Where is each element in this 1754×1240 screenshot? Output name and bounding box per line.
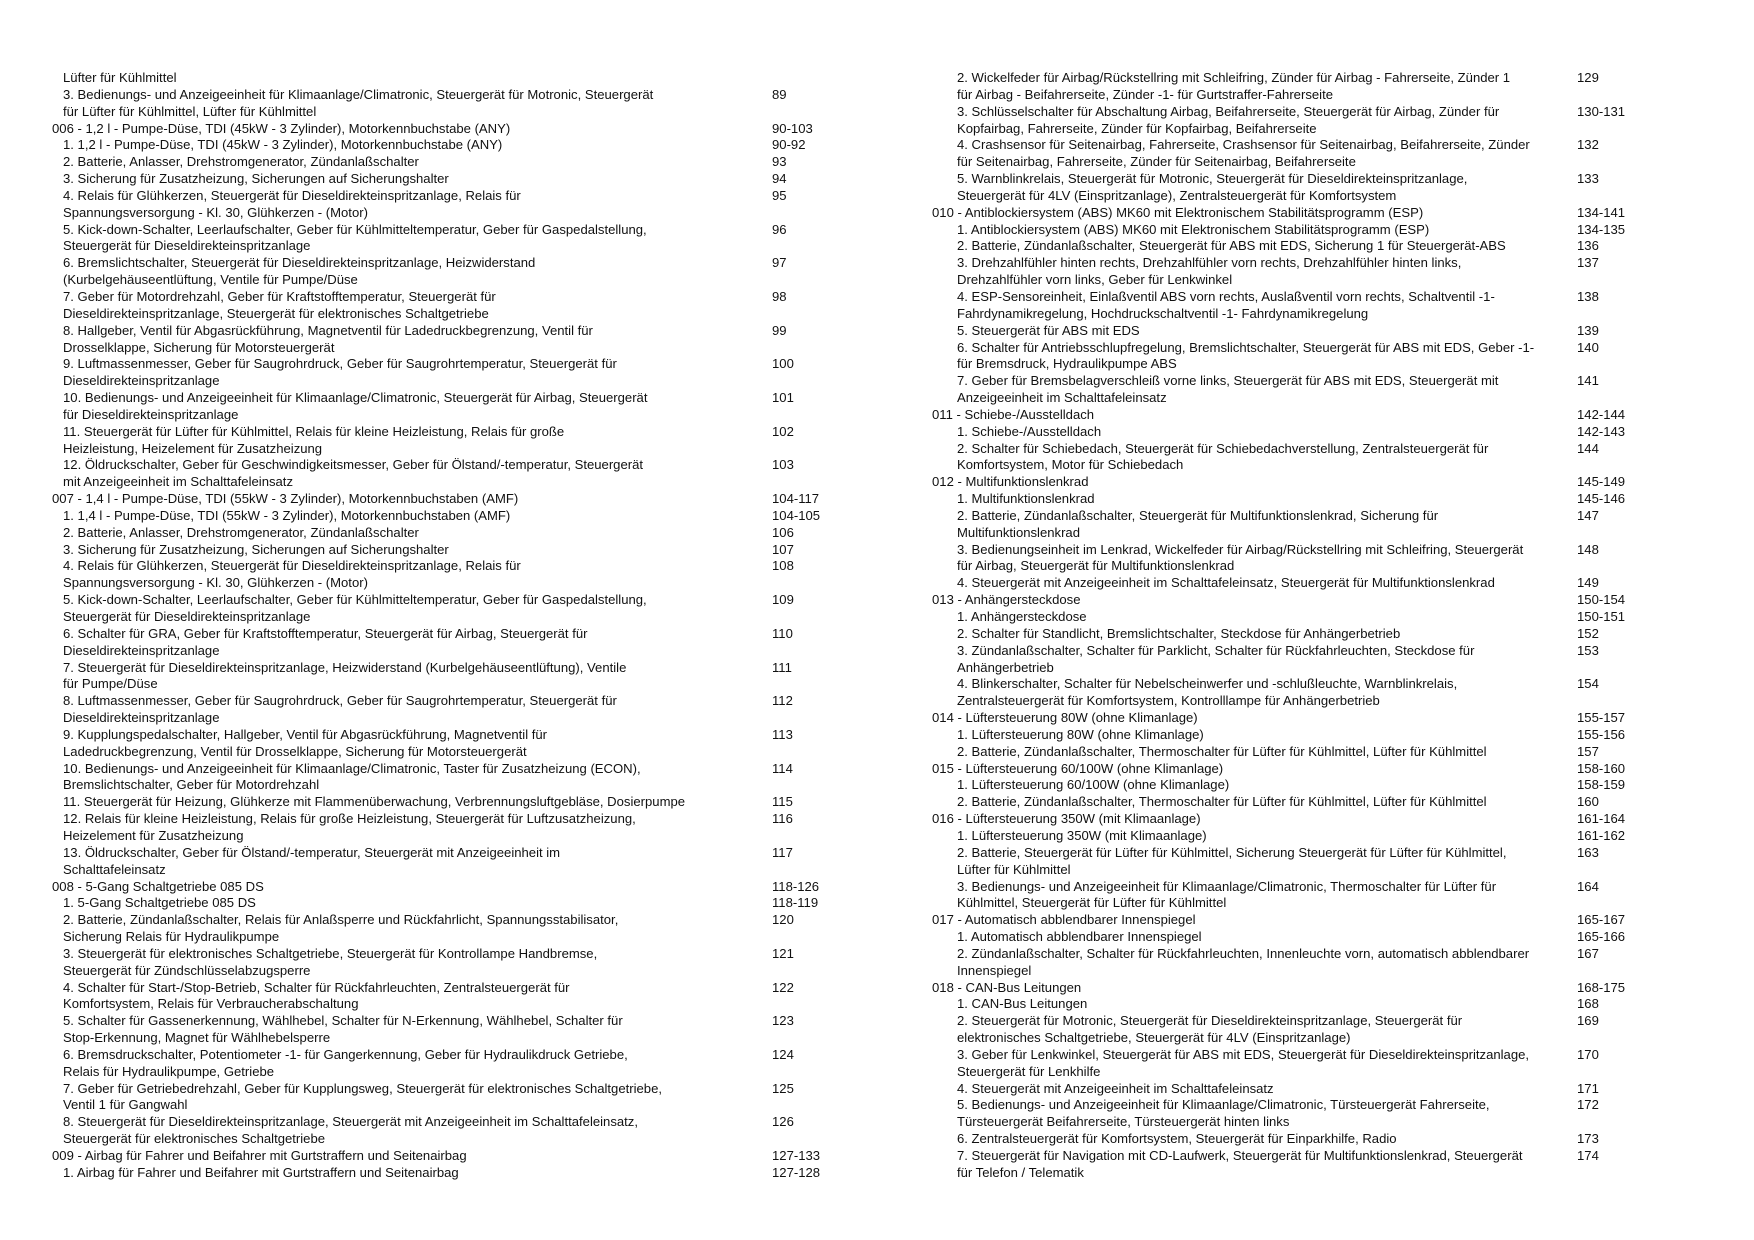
toc-subentry <box>932 996 1702 1013</box>
toc-subentry <box>52 255 852 289</box>
toc-entry-title: 009 - Airbag für Fahrer und Beifahrer mit Gurtstraffern und Seitenairbag <box>52 1148 467 1163</box>
toc-entry-title: 2. Batterie, Zündanlaßschalter, Steuergerät für Multifunktionslenkrad, Sicherung für Multifunktionslenkrad <box>957 507 1439 540</box>
toc-subentry <box>52 525 852 542</box>
toc-entry-title: 11. Steuergerät für Lüfter für Kühlmittel, Relais für kleine Heizleistung, Relais für große Heizleistung, Heizelement für Zusatzheizung <box>63 423 565 456</box>
toc-entry-title: 4. Relais für Glühkerzen, Steuergerät für Dieseldirekteinspritzanlage, Relais für Spannungsversorgung - Kl. 30, Glühkerzen - (Motor) <box>63 558 521 591</box>
toc-subentry <box>932 441 1702 475</box>
toc-page-number: 139 <box>1577 322 1599 338</box>
toc-page-number: 160 <box>1577 794 1599 810</box>
toc-page-number: 114 <box>772 760 793 776</box>
toc-subentry <box>52 558 852 592</box>
toc-subentry <box>932 676 1702 710</box>
toc-entry-title: 11. Steuergerät für Heizung, Glühkerze mit Flammenüberwachung, Verbrennungsluftgebläse, Dosierpumpe <box>63 794 686 810</box>
toc-page-number: 152 <box>1577 625 1599 641</box>
toc-page-number: 116 <box>772 811 793 827</box>
toc-entry-title: 1. Anhängersteckdose <box>957 609 1087 624</box>
toc-entry-title: 018 - CAN-Bus Leitungen <box>932 979 1082 995</box>
toc-page-number: 108 <box>772 558 794 574</box>
toc-section-entry <box>932 205 1702 222</box>
toc-entry-title: 4. Steuergerät mit Anzeigeeinheit im Schalttafeleinsatz, Steuergerät für Multifunktionslenkrad <box>957 575 1495 591</box>
toc-subentry <box>52 845 852 879</box>
toc-entry-title: 017 - Automatisch abblendbarer Innenspiegel <box>932 912 1196 928</box>
toc-subentry <box>932 238 1702 255</box>
toc-entry-title: 1. 1,4 l - Pumpe-Düse, TDI (55kW - 3 Zylinder), Motorkennbuchstaben (AMF) <box>63 507 511 523</box>
toc-page-number: 142-143 <box>1577 423 1626 439</box>
toc-page-number: 111 <box>772 659 792 675</box>
toc-entry-title: 5. Schalter für Gassenerkennung, Wählhebel, Schalter für N-Erkennung, Wählhebel, Schalter für Stop-Erkennung, Magnet für Wählhebelsperre <box>63 1013 623 1046</box>
toc-subentry <box>52 660 852 694</box>
toc-entry-title: 2. Batterie, Anlasser, Drehstromgenerator, Zündanlaßschalter <box>63 154 419 170</box>
toc-entry-title: 2. Wickelfeder für Airbag/Rückstellring mit Schleifring, Zünder für Airbag - Fahrerseite, Zünder 1 für Airbag - Beifahrerseite, Zünder -1- für Gurtstraffer-Fahrerseite <box>957 70 1511 102</box>
toc-entry-title: 5. Kick-down-Schalter, Leerlaufschalter, Geber für Kühlmitteltemperatur, Geber für Gaspedalstellung, Steuergerät für Dieseldirekteinspritzanlage <box>63 592 647 624</box>
toc-entry-title: 4. Schalter für Start-/Stop-Betrieb, Schalter für Rückfahrleuchten, Zentralsteuergerät für Komfortsystem, Relais für Verbraucherabschaltung <box>63 979 570 1012</box>
toc-subentry <box>52 794 852 811</box>
toc-entry-title: 1. 5-Gang Schaltgetriebe 085 DS <box>63 895 256 911</box>
toc-page-number: 110 <box>772 625 793 641</box>
toc-subentry <box>52 912 852 946</box>
toc-section-entry <box>932 407 1702 424</box>
toc-entry-title: 12. Öldruckschalter, Geber für Geschwindigkeitsmesser, Geber für Ölstand/-temperatur, Steuergerät mit Anzeigeeinheit im Schalttafeleinsatz <box>63 457 644 490</box>
toc-page-number: 112 <box>772 693 793 709</box>
toc-page-number: 118-126 <box>772 878 820 894</box>
toc-page-number: 106 <box>772 524 794 540</box>
toc-subentry <box>932 340 1702 374</box>
toc-entry-title: 3. Sicherung für Zusatzheizung, Sicherungen auf Sicherungshalter <box>63 541 449 557</box>
toc-page-number: 169 <box>1577 1013 1599 1029</box>
toc-page-number: 117 <box>772 844 793 860</box>
toc-entry-title: 3. Geber für Lenkwinkel, Steuergerät für ABS mit EDS, Steuergerät für Dieseldirekteinspritzanlage, Steuergerät für Lenkhilfe <box>957 1046 1530 1079</box>
toc-page-number: 149 <box>1577 575 1599 591</box>
toc-section-entry <box>932 980 1702 997</box>
toc-entry-title: 10. Bedienungs- und Anzeigeeinheit für Klimaanlage/Climatronic, Steuergerät für Airbag, Steuergerät für Dieseldirekteinspritzanlage <box>63 390 648 422</box>
toc-subentry <box>932 70 1702 104</box>
toc-section-entry <box>932 474 1702 491</box>
toc-entry-title: 6. Bremslichtschalter, Steuergerät für Dieseldirekteinspritzanlage, Heizwiderstand (Kurbelgehäuseentlüftung, Ventile für Pumpe/Düse <box>63 255 536 288</box>
toc-page-number: 127-128 <box>772 1164 821 1180</box>
toc-subentry <box>932 626 1702 643</box>
toc-subentry <box>52 137 852 154</box>
toc-subentry <box>932 744 1702 761</box>
toc-page-number: 163 <box>1577 844 1599 860</box>
toc-entry-title: 8. Steuergerät für Dieseldirekteinspritzanlage, Steuergerät mit Anzeigeeinheit im Schalttafeleinsatz, Steuergerät für elektronisches Schaltgetriebe <box>63 1114 638 1147</box>
toc-page-number: 138 <box>1577 288 1599 304</box>
toc-page-number: 153 <box>1577 642 1599 658</box>
toc-entry-title: 1. Lüftersteuerung 80W (ohne Klimanlage) <box>957 726 1204 742</box>
toc-entry-title: 4. Relais für Glühkerzen, Steuergerät für Dieseldirekteinspritzanlage, Relais für Spannungsversorgung - Kl. 30, Glühkerzen - (Motor) <box>63 187 521 220</box>
toc-entry-title: 3. Steuergerät für elektronisches Schaltgetriebe, Steuergerät für Kontrollampe Handbremse, Steuergerät für Zündschlüsselabzugsperre <box>63 945 598 978</box>
toc-subentry <box>932 929 1702 946</box>
toc-subentry <box>52 171 852 188</box>
toc-page-number: 172 <box>1577 1097 1599 1113</box>
toc-entry-title: 6. Schalter für GRA, Geber für Kraftstofftemperatur, Steuergerät für Airbag, Steuergerät für Dieseldirekteinspritzanlage <box>63 625 588 658</box>
toc-page-number: 95 <box>772 187 787 203</box>
toc-entry-title: 015 - Lüftersteuerung 60/100W (ohne Klimanlage) <box>932 760 1224 776</box>
toc-left-column <box>52 70 852 1182</box>
toc-entry-title: 6. Schalter für Antriebsschlupfregelung, Bremslichtschalter, Steuergerät für ABS mit EDS, Geber -1- für Bremsdruck, Hydraulikpumpe ABS <box>957 339 1535 372</box>
toc-page-number: 99 <box>772 322 787 338</box>
toc-subentry <box>932 137 1702 171</box>
toc-page-number: 155-157 <box>1577 710 1626 726</box>
toc-entry-title: 7. Geber für Motordrehzahl, Geber für Kraftstofftemperatur, Steuergerät für Dieseldirekteinspritzanlage, Steuergerät für elektronisches Schaltgetriebe <box>63 288 496 321</box>
toc-entry-title: 2. Batterie, Anlasser, Drehstromgenerator, Zündanlaßschalter <box>63 524 419 540</box>
toc-page-number: 118-119 <box>772 895 819 911</box>
toc-page-number: 145-146 <box>1577 491 1626 507</box>
toc-section-entry <box>52 491 852 508</box>
toc-page-number: 123 <box>772 1013 794 1029</box>
toc-page-number: 130-131 <box>1577 103 1626 119</box>
toc-section-entry <box>52 1148 852 1165</box>
toc-page-number: 122 <box>772 979 794 995</box>
toc-entry-title: 6. Bremsdruckschalter, Potentiometer -1- für Gangerkennung, Geber für Hydraulikdruck Getriebe, Relais für Hydraulikpumpe, Getriebe <box>63 1046 628 1079</box>
toc-page-number: 158-160 <box>1577 760 1626 776</box>
toc-subentry <box>932 1013 1702 1047</box>
toc-page-number: 121 <box>772 945 794 961</box>
toc-subentry <box>932 845 1702 879</box>
toc-page-number: 103 <box>772 457 794 473</box>
toc-page-number: 109 <box>772 592 794 608</box>
toc-subentry <box>52 154 852 171</box>
toc-entry-title: 5. Kick-down-Schalter, Leerlaufschalter, Geber für Kühlmitteltemperatur, Geber für Gaspedalstellung, Steuergerät für Dieseldirekteinspritzanlage <box>63 221 647 254</box>
toc-subentry <box>52 1047 852 1081</box>
toc-entry-title: 4. Blinkerschalter, Schalter für Nebelscheinwerfer und -schlußleuchte, Warnblinkrelais, Zentralsteuergerät für Komfortsystem, Kontrolllampe für Anhängerbetrieb <box>957 676 1458 709</box>
toc-entry-title: 3. Bedienungs- und Anzeigeeinheit für Klimaanlage/Climatronic, Thermoschalter für Lüfter für Kühlmittel, Steuergerät für Lüfter für Kühlmittel <box>957 878 1497 911</box>
toc-entry-title: 7. Steuergerät für Dieseldirekteinspritzanlage, Heizwiderstand (Kurbelgehäuseentlüftung), Ventile für Pumpe/Düse <box>63 659 627 692</box>
toc-page-number: 150-151 <box>1577 609 1626 624</box>
toc-page-number: 107 <box>772 541 794 557</box>
toc-page-number: 89 <box>772 86 787 102</box>
toc-subentry <box>932 104 1702 138</box>
toc-page-number: 165-166 <box>1577 929 1626 945</box>
toc-subentry <box>932 491 1702 508</box>
toc-page-number: 124 <box>772 1046 794 1062</box>
toc-entry-title: 1. Automatisch abblendbarer Innenspiegel <box>957 929 1202 945</box>
toc-page-number: 137 <box>1577 255 1599 271</box>
toc-entry-title: 5. Warnblinkrelais, Steuergerät für Motronic, Steuergerät für Dieseldirekteinspritzanlage, Steuergerät für 4LV (Einspritzanlage), Zentralsteuergerät für Komfortsystem <box>957 171 1468 203</box>
toc-page-number: 161-164 <box>1577 811 1626 827</box>
toc-entry-title: 3. Zündanlaßschalter, Schalter für Parklicht, Schalter für Rückfahrleuchten, Steckdose für Anhängerbetrieb <box>957 642 1475 675</box>
toc-entry-title: 010 - Antiblockiersystem (ABS) MK60 mit Elektronischem Stabilitätsprogramm (ESP) <box>932 204 1424 220</box>
toc-subentry <box>52 542 852 559</box>
toc-subentry <box>932 542 1702 576</box>
toc-page-number: 171 <box>1577 1080 1599 1096</box>
toc-page-number: 113 <box>772 726 793 742</box>
toc-section-entry <box>52 879 852 896</box>
toc-subentry <box>52 946 852 980</box>
toc-page-number: 104-105 <box>772 507 821 523</box>
toc-entry-title: 2. Zündanlaßschalter, Schalter für Rückfahrleuchten, Innenleuchte vorn, automatisch abblendbarer Innenspiegel <box>957 945 1530 978</box>
toc-entry-title: 3. Drehzahlfühler hinten rechts, Drehzahlfühler vorn rechts, Drehzahlfühler hinten links, Drehzahlfühler vorn links, Geber für Lenkwinkel <box>957 255 1462 288</box>
toc-subentry <box>52 727 852 761</box>
toc-page-number: 173 <box>1577 1131 1599 1147</box>
toc-subentry <box>932 828 1702 845</box>
toc-entry-title: 1. CAN-Bus Leitungen <box>957 996 1088 1012</box>
toc-entry-title: 7. Geber für Getriebedrehzahl, Geber für Kupplungsweg, Steuergerät für elektronisches Schaltgetriebe, Ventil 1 für Gangwahl <box>63 1080 663 1113</box>
toc-page-number: 144 <box>1577 440 1599 456</box>
toc-entry-title: 9. Luftmassenmesser, Geber für Saugrohrdruck, Geber für Saugrohrtemperatur, Steuergerät für Dieseldirekteinspritzanlage <box>63 356 617 389</box>
toc-entry-title: 8. Hallgeber, Ventil für Abgasrückführung, Magnetventil für Ladedruckbegrenzung, Ventil für Drosselklappe, Sicherung für Motorsteuergerät <box>63 322 593 355</box>
toc-page-number: 157 <box>1577 743 1599 759</box>
toc-entry-title: 3. Bedienungs- und Anzeigeeinheit für Klimaanlage/Climatronic, Steuergerät für Motronic, Steuergerät für Lüfter für Kühlmittel, Lüfter für Kühlmittel <box>63 86 654 119</box>
toc-subentry <box>932 171 1702 205</box>
toc-subentry <box>52 761 852 795</box>
toc-page-number: 165-167 <box>1577 912 1626 928</box>
toc-subentry <box>52 1081 852 1115</box>
toc-page-number: 98 <box>772 288 787 304</box>
toc-subentry <box>932 794 1702 811</box>
toc-subentry <box>932 323 1702 340</box>
toc-page-number: 154 <box>1577 676 1599 692</box>
toc-page-number: 126 <box>772 1114 794 1130</box>
toc-subentry <box>52 811 852 845</box>
toc-entry-title: 2. Steuergerät für Motronic, Steuergerät für Dieseldirekteinspritzanlage, Steuergerät für elektronisches Schaltgetriebe, Steuergerät für 4LV (Einspritzanlage) <box>957 1013 1463 1046</box>
toc-entry-title: 007 - 1,4 l - Pumpe-Düse, TDI (55kW - 3 Zylinder), Motorkennbuchstaben (AMF) <box>52 491 519 507</box>
toc-entry-title: 3. Bedienungseinheit im Lenkrad, Wickelfeder für Airbag/Rückstellring mit Schleifring, Steuergerät für Airbag, Steuergerät für Multifunktionslenkrad <box>957 541 1524 574</box>
toc-page-number: 132 <box>1577 137 1599 153</box>
toc-page-number: 100 <box>772 356 794 372</box>
toc-subentry <box>932 255 1702 289</box>
toc-subentry <box>52 693 852 727</box>
toc-page-number: 155-156 <box>1577 726 1626 742</box>
toc-subentry <box>52 323 852 357</box>
toc-subentry <box>932 643 1702 677</box>
toc-subentry <box>52 895 852 912</box>
toc-page-number: 136 <box>1577 238 1599 254</box>
toc-page-number: 134-135 <box>1577 221 1626 237</box>
toc-page-number: 148 <box>1577 541 1599 557</box>
toc-subentry <box>932 1131 1702 1148</box>
toc-subentry <box>932 727 1702 744</box>
toc-subentry <box>932 1148 1702 1182</box>
toc-entry-title: 013 - Anhängersteckdose <box>932 592 1081 608</box>
toc-entry-title: 2. Batterie, Steuergerät für Lüfter für Kühlmittel, Sicherung Steuergerät für Lüfter für Kühlmittel, Lüfter für Kühlmittel <box>957 844 1507 877</box>
toc-subentry <box>932 575 1702 592</box>
toc-entry-title: 4. Steuergerät mit Anzeigeeinheit im Schalttafeleinsatz <box>957 1080 1274 1096</box>
toc-page-number: 133 <box>1577 171 1599 187</box>
toc-page-number: 93 <box>772 154 787 170</box>
toc-page-number: 129 <box>1577 70 1599 85</box>
toc-subentry <box>932 879 1702 913</box>
toc-subentry <box>932 1081 1702 1098</box>
toc-entry-title: 008 - 5-Gang Schaltgetriebe 085 DS <box>52 878 264 894</box>
toc-subentry <box>932 609 1702 626</box>
toc-subentry <box>52 508 852 525</box>
toc-entry-title: 8. Luftmassenmesser, Geber für Saugrohrdruck, Geber für Saugrohrtemperatur, Steuergerät für Dieseldirekteinspritzanlage <box>63 693 617 726</box>
toc-entry-title: 3. Sicherung für Zusatzheizung, Sicherungen auf Sicherungshalter <box>63 171 449 187</box>
toc-subentry <box>52 1165 852 1182</box>
toc-entry-title: 011 - Schiebe-/Ausstelldach <box>932 406 1095 422</box>
toc-entry-title: 2. Batterie, Zündanlaßschalter, Thermoschalter für Lüfter für Kühlmittel, Lüfter für Kühlmittel <box>957 743 1487 759</box>
toc-subentry <box>932 508 1702 542</box>
toc-page-number: 125 <box>772 1080 794 1096</box>
toc-page-number: 115 <box>772 794 793 810</box>
toc-page-number: 101 <box>772 390 794 406</box>
toc-page-number: 161-162 <box>1577 827 1626 843</box>
toc-section-entry <box>932 912 1702 929</box>
toc-subentry <box>52 424 852 458</box>
toc-page-number: 168 <box>1577 996 1599 1012</box>
toc-entry-title: 012 - Multifunktionslenkrad <box>932 474 1089 490</box>
toc-entry-title: 1. Multifunktionslenkrad <box>957 491 1095 507</box>
toc-entry-title: 2. Schalter für Schiebedach, Steuergerät für Schiebedachverstellung, Zentralsteuergerät für Komfortsystem, Motor für Schiebedach <box>957 440 1489 473</box>
toc-page-number: 90-103 <box>772 120 813 136</box>
toc-page-number: 164 <box>1577 878 1599 894</box>
toc-page-number: 142-144 <box>1577 406 1626 422</box>
toc-entry-title: 016 - Lüftersteuerung 350W (mit Klimaanlage) <box>932 811 1201 827</box>
toc-entry-title: 2. Schalter für Standlicht, Bremslichtschalter, Steckdose für Anhängerbetrieb <box>957 625 1401 641</box>
toc-page-number: 127-133 <box>772 1148 821 1163</box>
toc-section-entry <box>932 710 1702 727</box>
toc-subentry <box>52 980 852 1014</box>
toc-subentry <box>52 222 852 256</box>
toc-page-number: 145-149 <box>1577 474 1626 490</box>
toc-entry-title: 1. 1,2 l - Pumpe-Düse, TDI (45kW - 3 Zylinder), Motorkennbuchstabe (ANY) <box>63 137 503 153</box>
toc-page-number: 147 <box>1577 507 1599 523</box>
toc-page-number: 150-154 <box>1577 592 1626 608</box>
toc-subentry <box>52 289 852 323</box>
toc-page-number: 140 <box>1577 339 1599 355</box>
toc-entry-title: 006 - 1,2 l - Pumpe-Düse, TDI (45kW - 3 Zylinder), Motorkennbuchstabe (ANY) <box>52 120 511 136</box>
toc-page-number: 167 <box>1577 945 1599 961</box>
toc-subentry <box>52 188 852 222</box>
toc-page-number: 104-117 <box>772 491 820 507</box>
toc-page-number: 158-159 <box>1577 777 1626 793</box>
toc-entry-title: 2. Batterie, Zündanlaßschalter, Relais für Anlaßsperre und Rückfahrlicht, Spannungsstabilisator, Sicherung Relais für Hydraulikpumpe <box>63 912 619 945</box>
toc-entry-title: 1. Antiblockiersystem (ABS) MK60 mit Elektronischem Stabilitätsprogramm (ESP) <box>957 221 1430 237</box>
toc-subentry <box>932 424 1702 441</box>
toc-subentry <box>52 87 852 121</box>
toc-subentry <box>52 1013 852 1047</box>
toc-page-number: 94 <box>772 171 787 187</box>
toc-entry-title: 5. Steuergerät für ABS mit EDS <box>957 322 1140 338</box>
toc-entry-title: 1. Lüftersteuerung 60/100W (ohne Klimanlage) <box>957 777 1230 793</box>
toc-entry-title: 4. Crashsensor für Seitenairbag, Fahrerseite, Crashsensor für Seitenairbag, Beifahrerseite, Zünder für Seitenairbag, Fahrerseite, Zünder für Seitenairbag, Beifahrerseite <box>957 137 1530 170</box>
toc-entry-title: 2. Batterie, Zündanlaßschalter, Thermoschalter für Lüfter für Kühlmittel, Lüfter für Kühlmittel <box>957 794 1487 810</box>
toc-section-entry <box>52 121 852 138</box>
toc-subentry <box>932 373 1702 407</box>
toc-entry-title: Lüfter für Kühlmittel <box>63 70 177 85</box>
toc-section-entry <box>932 592 1702 609</box>
toc-subentry <box>52 356 852 390</box>
toc-subentry <box>932 289 1702 323</box>
toc-entry-title: 13. Öldruckschalter, Geber für Ölstand/-temperatur, Steuergerät mit Anzeigeeinheit im Schalttafeleinsatz <box>63 844 561 877</box>
toc-entry-title: 3. Schlüsselschalter für Abschaltung Airbag, Beifahrerseite, Steuergerät für Airbag, Zünder für Kopfairbag, Fahrerseite, Zünder für Kopfairbag, Beifahrerseite <box>957 103 1500 136</box>
toc-page-number: 174 <box>1577 1148 1599 1163</box>
toc-subentry <box>52 70 852 87</box>
toc-subentry <box>52 390 852 424</box>
toc-subentry <box>932 946 1702 980</box>
toc-page-number: 120 <box>772 912 794 928</box>
toc-entry-title: 014 - Lüftersteuerung 80W (ohne Klimanlage) <box>932 710 1198 726</box>
toc-entry-title: 7. Geber für Bremsbelagverschleiß vorne links, Steuergerät für ABS mit EDS, Steuergerät mit Anzeigeeinheit im Schalttafeleinsatz <box>957 373 1499 406</box>
toc-subentry <box>52 1114 852 1148</box>
toc-entry-title: 12. Relais für kleine Heizleistung, Relais für große Heizleistung, Steuergerät für Luftzusatzheizung, Heizelement für Zusatzheizung <box>63 811 636 843</box>
toc-subentry <box>52 626 852 660</box>
toc-entry-title: 7. Steuergerät für Navigation mit CD-Laufwerk, Steuergerät für Multifunktionslenkrad, Steuergerät für Telefon / Telematik <box>957 1148 1523 1180</box>
toc-subentry <box>52 457 852 491</box>
toc-page-number: 168-175 <box>1577 979 1626 995</box>
toc-page-number: 134-141 <box>1577 204 1626 220</box>
toc-entry-title: 1. Airbag für Fahrer und Beifahrer mit Gurtstraffern und Seitenairbag <box>63 1164 459 1180</box>
toc-subentry <box>932 1097 1702 1131</box>
toc-page-number: 102 <box>772 423 794 439</box>
toc-page-number: 97 <box>772 255 787 271</box>
toc-page-number: 141 <box>1577 373 1599 389</box>
toc-subentry <box>932 777 1702 794</box>
toc-subentry <box>52 592 852 626</box>
toc-entry-title: 1. Lüftersteuerung 350W (mit Klimaanlage) <box>957 827 1207 843</box>
toc-entry-title: 5. Bedienungs- und Anzeigeeinheit für Klimaanlage/Climatronic, Türsteuergerät Fahrerseite, Türsteuergerät Beifahrerseite, Türsteuergerät hinten links <box>957 1097 1490 1130</box>
toc-entry-title: 1. Schiebe-/Ausstelldach <box>957 423 1102 439</box>
toc-subentry <box>932 1047 1702 1081</box>
toc-entry-title: 9. Kupplungspedalschalter, Hallgeber, Ventil für Abgasrückführung, Magnetventil für Ladedruckbegrenzung, Ventil für Drosselklappe, Sicherung für Motorsteuergerät <box>63 726 548 759</box>
toc-entry-title: 10. Bedienungs- und Anzeigeeinheit für Klimaanlage/Climatronic, Taster für Zusatzheizung (ECON), Bremslichtschalter, Geber für Motordrehzahl <box>63 760 641 793</box>
toc-entry-title: 6. Zentralsteuergerät für Komfortsystem, Steuergerät für Einparkhilfe, Radio <box>957 1131 1397 1147</box>
toc-section-entry <box>932 761 1702 778</box>
toc-subentry <box>932 222 1702 239</box>
toc-entry-title: 2. Batterie, Zündanlaßschalter, Steuergerät für ABS mit EDS, Sicherung 1 für Steuergerät-ABS <box>957 238 1506 254</box>
toc-page-number: 170 <box>1577 1046 1599 1062</box>
toc-section-entry <box>932 811 1702 828</box>
toc-entry-title: 4. ESP-Sensoreinheit, Einlaßventil ABS vorn rechts, Auslaßventil vorn rechts, Schaltventil -1- Fahrdynamikregelung, Hochdruckschaltventil -1- Fahrdynamikregelung <box>957 288 1495 321</box>
toc-page-number: 90-92 <box>772 137 806 153</box>
toc-page-number: 96 <box>772 221 787 237</box>
toc-right-column <box>932 70 1702 1182</box>
